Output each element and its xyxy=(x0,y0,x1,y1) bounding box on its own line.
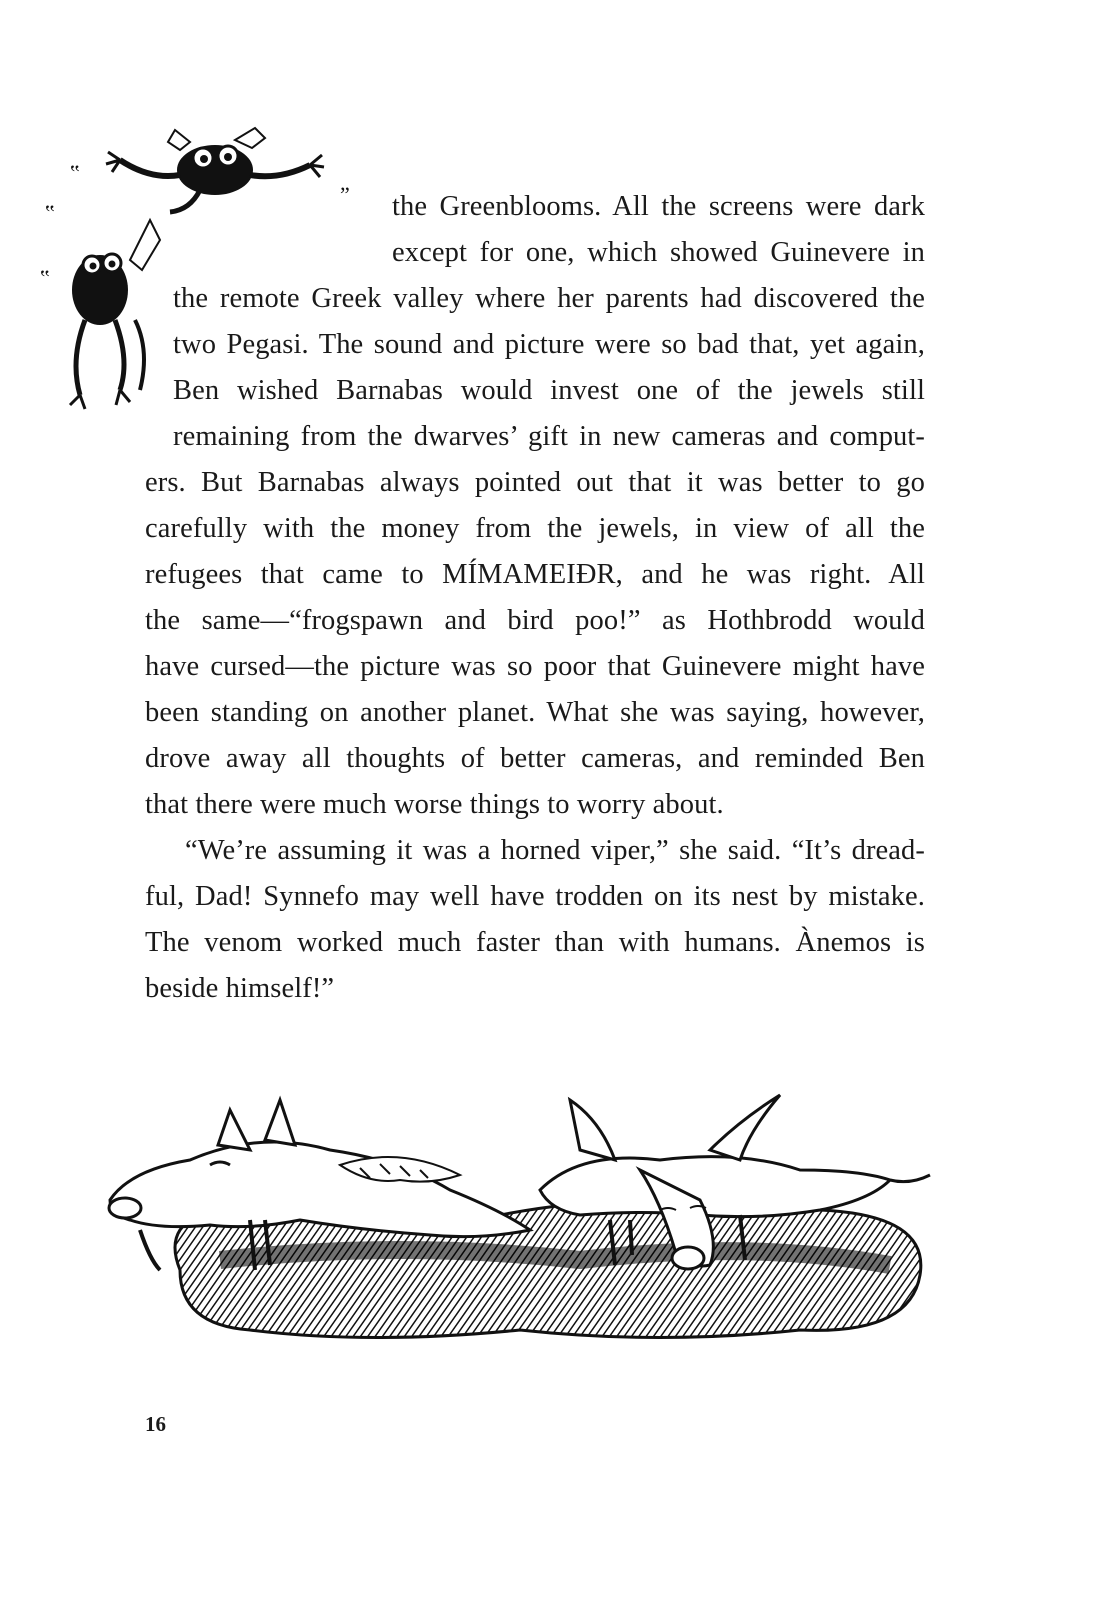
text-line: been standing on another planet. What she was saying, however, xyxy=(145,697,925,728)
text-line: ful, Dad! Synnefo may well have trodden on its nest by mistake. xyxy=(145,881,925,912)
text-line: Ben wished Barnabas would invest one of the jewels still xyxy=(173,375,925,406)
text-line: ers. But Barnabas always pointed out that it was better to go xyxy=(145,467,925,498)
svg-text:‟: ‟ xyxy=(45,200,55,225)
text-line: the same—“frogspawn and bird poo!” as Hothbrodd would xyxy=(145,605,925,636)
lower-frog-icon xyxy=(40,200,160,409)
text-line: “We’re assuming it was a horned viper,” she said. “It’s dread- xyxy=(185,835,925,866)
text-line: have cursed—the picture was so poor that Guinevere might have xyxy=(145,651,925,682)
sleeping-pegasi-illustration xyxy=(100,1090,940,1370)
svg-text:„: „ xyxy=(340,170,350,195)
text-line: the Greenblooms. All the screens were dark xyxy=(392,191,925,222)
text-line: carefully with the money from the jewels, in view of all the xyxy=(145,513,925,544)
text-line: drove away all thoughts of better cameras, and reminded Ben xyxy=(145,743,925,774)
upper-frog-icon xyxy=(70,128,350,212)
text-line: beside himself!” xyxy=(145,973,335,1004)
svg-text:‟: ‟ xyxy=(70,160,80,185)
text-line: that there were much worse things to worry about. xyxy=(145,789,724,820)
svg-text:‟: ‟ xyxy=(40,265,50,290)
text-line: remaining from the dwarves’ gift in new cameras and comput- xyxy=(173,421,925,452)
text-line: except for one, which showed Guinevere in xyxy=(392,237,925,268)
text-line: the remote Greek valley where her parents had discovered the xyxy=(173,283,925,314)
page-number: 16 xyxy=(145,1412,166,1436)
text-line: refugees that came to MÍMAMEIÐR, and he was right. All xyxy=(145,559,925,590)
text-line: The venom worked much faster than with humans. Ànemos is xyxy=(145,927,925,958)
text-line: two Pegasi. The sound and picture were so bad that, yet again, xyxy=(173,329,925,360)
